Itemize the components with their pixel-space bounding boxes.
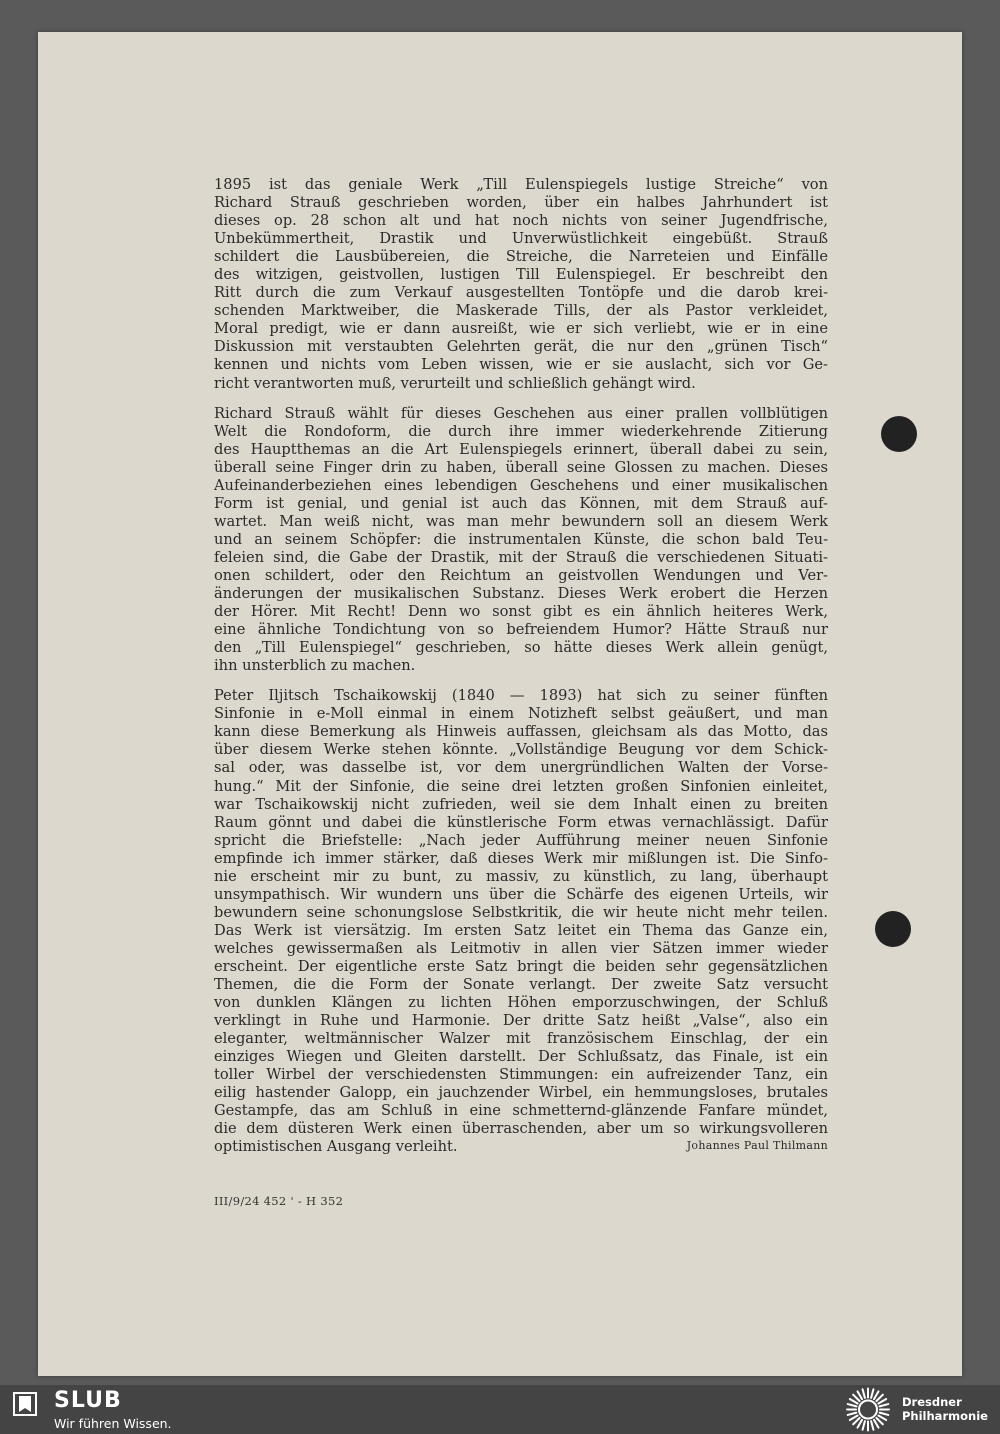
slub-logo-icon [12,1391,38,1417]
text-line: erscheint. Der eigentliche erste Satz bringt die beiden sehr gegensätzlichen [214,957,828,975]
text-line: Unbekümmertheit, Drastik und Unverwüstlichkeit eingebüßt. Strauß [214,230,828,248]
text-line: Welt die Rondoform, die durch ihre immer wiederkehrende Zitierung [214,422,828,440]
text-line: änderungen der musikalischen Substanz. Dieses Werk erobert die Herzen [214,585,828,603]
text-line: Moral predigt, wie er dann ausreißt, wie er sich verliebt, wie er in eine [214,320,828,338]
philharmonie-line-1: Dresdner [902,1395,962,1409]
text-line: onen schildert, oder den Reichtum an geistvollen Wendungen und Ver- [214,566,828,584]
text-line: Raum gönnt und dabei die künstlerische Form etwas vernachlässigt. Dafür [214,813,828,831]
text-line: und an seinem Schöpfer: die instrumentalen Künste, die schon bald Teu- [214,530,828,548]
text-line: toller Wirbel der verschiedensten Stimmungen: ein aufreizender Tanz, ein [214,1066,828,1084]
text-line: Gestampfe, das am Schluß in eine schmetternd-glänzende Fanfare mündet, [214,1102,828,1120]
text-line [214,1138,828,1156]
text-line-content: optimistischen Ausgang verleiht. [214,1138,458,1156]
text-line: Themen, die die Form der Sonate verlangt. Der zweite Satz versucht [214,976,828,994]
text-line: von dunklen Klängen zu lichten Höhen emporzuschwingen, der Schluß [214,994,828,1012]
footer-bar [0,1385,1000,1434]
text-line: 1895 ist das geniale Werk „Till Eulenspiegels lustige Streiche“ von [214,176,828,193]
text-line: Sinfonie in e-Moll einmal in einem Notizheft selbst geäußert, und man [214,705,828,723]
text-line: eleganter, weltmännischer Walzer mit französischem Einschlag, der ein [214,1030,828,1048]
text-line: richt verantworten muß, verurteilt und schließlich gehängt wird. [214,374,696,392]
text-line: Form ist genial, und genial ist auch das Können, mit dem Strauß auf- [214,494,828,512]
text-line: des Hauptthemas an die Art Eulenspiegels erinnert, überall dabei zu sein, [214,440,828,458]
text-line: feleien sind, die Gabe der Drastik, mit der Strauß die verschiedenen Situati- [214,548,828,566]
text-line: Peter Iljitsch Tschaikowskij (1840 — 1893) hat sich zu seiner fünften [214,687,828,705]
text-line: kann diese Bemerkung als Hinweis auffassen, gleichsam als das Motto, das [214,723,828,741]
text-line: Das Werk ist viersätzig. Im ersten Satz leitet ein Thema das Ganze ein, [214,921,828,939]
text-line: nie erscheint mir zu bunt, zu massiv, zu künstlich, zu lang, überhaupt [214,867,828,885]
text-line: hung.“ Mit der Sinfonie, die seine drei letzten großen Sinfonien einleitet, [214,777,828,795]
text-line: verklingt in Ruhe und Harmonie. Der dritte Satz heißt „Valse“, also ein [214,1012,828,1030]
text-line: den „Till Eulenspiegel“ geschrieben, so hätte dieses Werk allein genügt, [214,639,828,657]
philharmonie-logo-icon [842,1385,894,1434]
text-line: Richard Strauß geschrieben worden, über ein halbes Jahrhundert ist [214,194,828,212]
philharmonie-line-2: Philharmonie [902,1409,988,1423]
text-line: des witzigen, geistvollen, lustigen Till Eulenspiegel. Er beschreibt den [214,266,828,284]
slub-tagline: Wir führen Wissen. [54,1416,172,1431]
text-line: sal oder, was dasselbe ist, vor dem unergründlichen Walten der Vorse- [214,759,828,777]
text-line: über diesem Werke stehen könnte. „Vollständige Beugung vor dem Schick- [214,741,828,759]
text-line: der Hörer. Mit Recht! Denn wo sonst gibt es ein ähnlich heiteres Werk, [214,603,828,621]
punch-hole-bottom [875,911,911,947]
paragraph-rondoform [214,405,828,676]
text-line: empfinde ich immer stärker, daß dieses Werk mir mißlungen ist. Die Sinfo- [214,849,828,867]
text-line: welches gewissermaßen als Leitmotiv in allen vier Sätzen immer wieder [214,939,828,957]
text-line: spricht die Briefstelle: „Nach jeder Aufführung meiner neuen Sinfonie [214,831,828,849]
text-line: unsympathisch. Wir wundern uns über die Schärfe des eigenen Urteils, wir [214,885,828,903]
punch-hole-top [881,416,917,452]
text-line: bewundern seine schonungslose Selbstkritik, die wir heute nicht mehr teilen. [214,903,828,921]
text-line: wartet. Man weiß nicht, was man mehr bewundern soll an diesem Werk [214,512,828,530]
document-page [38,32,962,1376]
text-line: eilig hastender Galopp, ein jauchzender Wirbel, ein hemmungsloses, brutales [214,1084,828,1102]
text-line: schenden Marktweiber, die Maskerade Tills, der als Pastor verkleidet, [214,302,828,320]
text-line: Richard Strauß wählt für dieses Geschehen aus einer prallen vollblütigen [214,404,828,422]
text-line: die dem düsteren Werk einen überraschenden, aber um so wirkungsvolleren [214,1120,828,1138]
slub-name: SLUB [54,1388,122,1413]
text-line: war Tschaikowskij nicht zufrieden, weil sie dem Inhalt einen zu breiten [214,795,828,813]
author-signature: Johannes Paul Thilmann [686,1139,828,1153]
text-line: kennen und nichts vom Leben wissen, wie er sie auslacht, sich vor Ge- [214,356,828,374]
print-code: III/9/24 452 ' - H 352 [214,1194,344,1208]
article-body [214,176,828,1168]
text-line: einziges Wiegen und Gleiten darstellt. Der Schlußsatz, das Finale, ist ein [214,1048,828,1066]
text-line: ihn unsterblich zu machen. [214,657,416,675]
text-line: dieses op. 28 schon alt und hat noch nichts von seiner Jugendfrische, [214,212,828,230]
paragraph-tschaikowskij [214,687,828,1156]
text-line: überall seine Finger drin zu haben, überall seine Glossen zu machen. Dieses [214,458,828,476]
text-line: schildert die Lausbübereien, die Streiche, die Narreteien und Einfälle [214,248,828,266]
paragraph-till-eulenspiegel [214,176,828,393]
text-line: Ritt durch die zum Verkauf ausgestellten Tontöpfe und die darob krei- [214,284,828,302]
philharmonie-name [902,1395,988,1423]
text-line: Aufeinanderbeziehen eines lebendigen Geschehens und einer musikalischen [214,476,828,494]
text-line: Diskussion mit verstaubten Gelehrten gerät, die nur den „grünen Tisch“ [214,338,828,356]
text-line: eine ähnliche Tondichtung von so befreiendem Humor? Hätte Strauß nur [214,621,828,639]
